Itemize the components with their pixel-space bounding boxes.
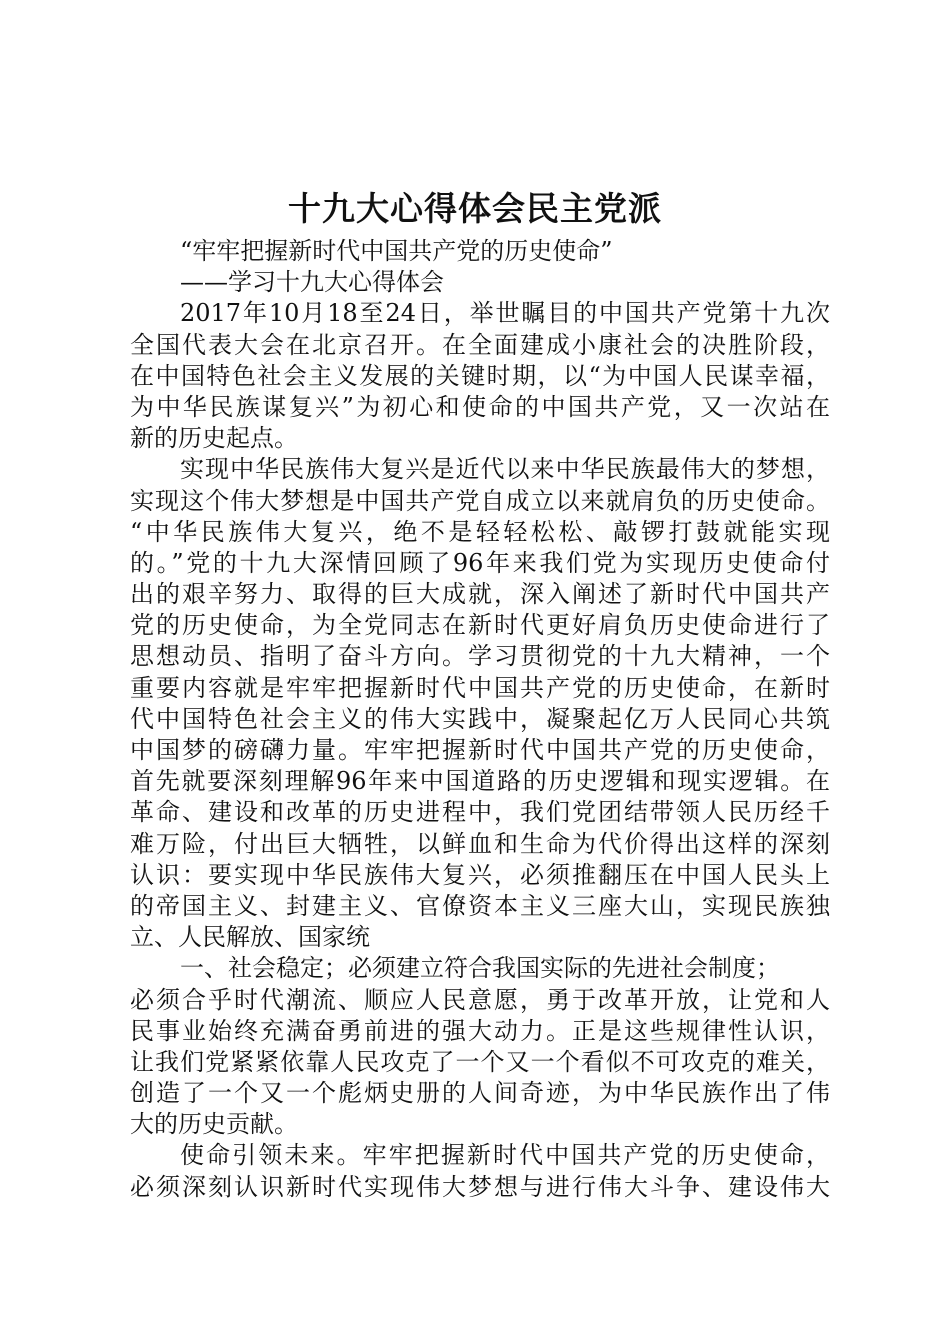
- text-line: 创造了一个又一个彪炳史册的人间奇迹，为中华民族作出了伟: [130, 1079, 830, 1108]
- text-line: “中华民族伟大复兴，绝不是轻轻松松、敲锣打鼓就能实现: [130, 517, 830, 546]
- text-line: 首先就要深刻理解96年来中国道路的历史逻辑和现实逻辑。在: [130, 767, 830, 796]
- text-line: 在中国特色社会主义发展的关键时期，以“为中国人民谋幸福，: [130, 361, 830, 390]
- text-line: 思想动员、指明了奋斗方向。学习贯彻党的十九大精神，一个: [130, 642, 830, 671]
- text-line: 难万险，付出巨大牺牲，以鲜血和生命为代价得出这样的深刻: [130, 829, 830, 858]
- text-line: 革命、建设和改革的历史进程中，我们党团结带领人民历经千: [130, 798, 830, 827]
- text-line: 一、社会稳定；必须建立符合我国实际的先进社会制度；: [180, 954, 780, 983]
- text-line: 中国梦的磅礴力量。牢牢把握新时代中国共产党的历史使命，: [130, 736, 830, 764]
- text-line: 的帝国主义、封建主义、官僚资本主义三座大山，实现民族独: [130, 891, 830, 920]
- text-line: 党的历史使命，为全党同志在新时代更好肩负历史使命进行了: [130, 611, 830, 640]
- document-title: 十九大心得体会民主党派: [288, 189, 662, 228]
- text-line: 民事业始终充满奋勇前进的强大动力。正是这些规律性认识，: [130, 1016, 830, 1045]
- text-line: 出的艰辛努力、取得的巨大成就，深入阐述了新时代中国共产: [130, 580, 830, 609]
- text-line: ——学习十九大心得体会: [180, 268, 444, 297]
- text-line: 让我们党紧紧依靠人民攻克了一个又一个看似不可攻克的难关，: [130, 1047, 830, 1076]
- text-line: 实现这个伟大梦想是中国共产党自成立以来就肩负的历史使命。: [130, 486, 830, 515]
- text-line: 全国代表大会在北京召开。在全面建成小康社会的决胜阶段，: [130, 330, 830, 359]
- text-line: 2017年10月18至24日，举世瞩目的中国共产党第十九次: [180, 299, 830, 328]
- document-body: [130, 236, 830, 1203]
- text-line: 重要内容就是牢牢把握新时代中国共产党的历史使命，在新时: [130, 673, 830, 702]
- text-line: 大的历史贡献。: [130, 1110, 298, 1139]
- text-line: 必须深刻认识新时代实现伟大梦想与进行伟大斗争、建设伟大: [130, 1172, 830, 1201]
- text-line: 代中国特色社会主义的伟大实践中，凝聚起亿万人民同心共筑: [130, 704, 830, 733]
- text-line: 的。”党的十九大深情回顾了96年来我们党为实现历史使命付: [130, 548, 830, 577]
- text-line: 为中华民族谋复兴”为初心和使命的中国共产党，又一次站在: [130, 392, 830, 421]
- text-line: 新的历史起点。: [130, 424, 298, 453]
- text-line: 认识：要实现中华民族伟大复兴，必须推翻压在中国人民头上: [130, 860, 830, 889]
- text-line: 必须合乎时代潮流、顺应人民意愿，勇于改革开放，让党和人: [130, 985, 830, 1014]
- text-line: 使命引领未来。牢牢把握新时代中国共产党的历史使命，: [180, 1141, 830, 1170]
- text-line: 实现中华民族伟大复兴是近代以来中华民族最伟大的梦想，: [180, 455, 830, 484]
- text-line: 立、人民解放、国家统: [130, 923, 370, 952]
- text-line: “牢牢把握新时代中国共产党的历史使命”: [180, 237, 613, 265]
